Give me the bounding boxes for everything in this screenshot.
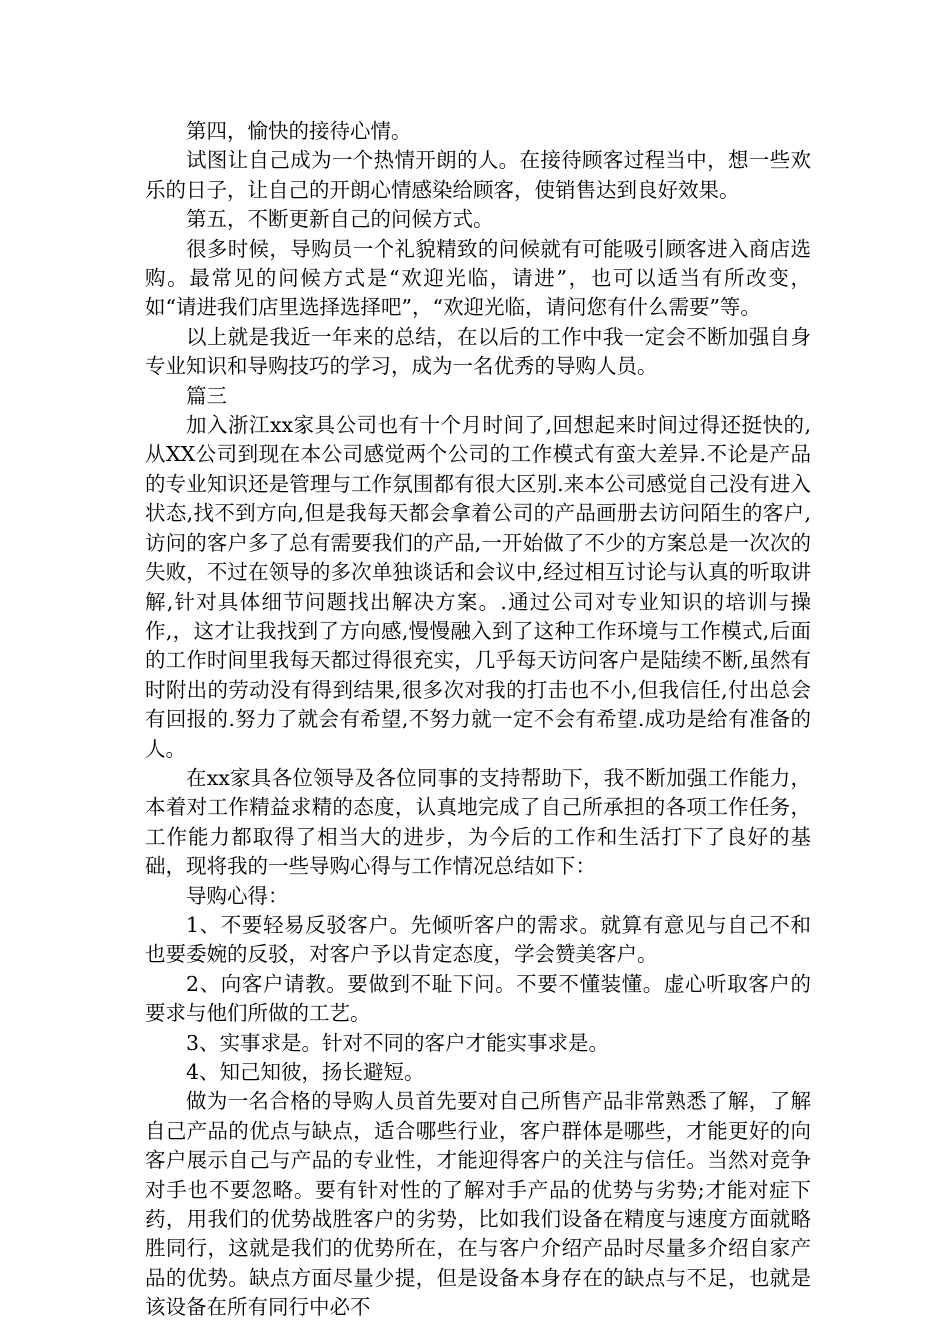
- subheading: 导购心得：: [186, 883, 289, 908]
- paragraph-heading-fifth: 第五，不断更新自己的问候方式。: [186, 207, 494, 232]
- paragraph: 在xx家具各位领导及各位同事的支持帮助下，我不断加强工作能力，本着对工作精益求精的态度，认真地完成了自己所承担的各项工作任务，工作能力都取得了相当大的进步，为今后的工作和生活打下了良好的基础，现将我的一些导购心得与工作情况总结如下：: [145, 765, 811, 879]
- list-item: 3、实事求是。针对不同的客户才能实事求是。: [186, 1030, 610, 1055]
- document-body: [145, 117, 811, 1323]
- paragraph: 很多时候，导购员一个礼貌精致的问候就有可能吸引顾客进入商店选购。最常见的问候方式是“欢迎光临，请进”，也可以适当有所改变，如“请进我们店里选择选择吧”，“欢迎光临，请问您有什么需要”等。: [145, 236, 811, 320]
- paragraph: 做为一名合格的导购人员首先要对自己所售产品非常熟悉了解，了解自己产品的优点与缺点，适合哪些行业，客户群体是哪些，才能更好的向客户展示自己与产品的专业性，才能迎得客户的关注与信任。当然对竞争对手也不要忽略。要有针对性的了解对手产品的优势与劣势;才能对症下药，用我们的优势战胜客户的劣势，比如我们设备在精度与速度方面就略胜同行，这就是我们的优势所在，在与客户介绍产品时尽量多介绍自家产品的优势。缺点方面尽量少提，但是设备本身存在的缺点与不足，也就是该设备在所有同行中必不: [145, 1089, 811, 1320]
- list-item: 4、知己知彼，扬长避短。: [186, 1060, 425, 1084]
- paragraph: 试图让自己成为一个热情开朗的人。在接待顾客过程当中，想一些欢乐的日子，让自己的开朗心情感染给顾客，使销售达到良好效果。: [145, 148, 811, 202]
- section-heading: 篇三: [186, 383, 227, 408]
- list-item: 1、不要轻易反驳客户。先倾听客户的需求。就算有意见与自己不和也要委婉的反驳，对客户予以肯定态度，学会赞美客户。: [145, 912, 811, 967]
- paragraph: 以上就是我近一年来的总结，在以后的工作中我一定会不断加强自身专业知识和导购技巧的学习，成为一名优秀的导购人员。: [145, 324, 811, 379]
- list-item: 2、向客户请教。要做到不耻下问。不要不懂装懂。虚心听取客户的要求与他们所做的工艺。: [145, 971, 811, 1026]
- paragraph: 加入浙江xx家具公司也有十个月时间了,回想起来时间过得还挺快的,从XX公司到现在本公司感觉两个公司的工作模式有蛮大差异.不论是产品的专业知识还是管理与工作氛围都有很大区别.来本公司感觉自己没有进入状态,找不到方向,但是我每天都会拿着公司的产品画册去访问陌生的客户,访问的客户多了总有需要我们的产品,一开始做了不少的方案总是一次次的失败，不过在领导的多次单独谈话和会议中,经过相互讨论与认真的听取讲解,针对具体细节问题找出解决方案。.通过公司对专业知识的培训与操作,，这才让我找到了方向感,慢慢融入到了这种工作环境与工作模式,后面的工作时间里我每天都过得很充实，几乎每天访问客户是陆续不断,虽然有时附出的劳动没有得到结果,很多次对我的打击也不小,但我信任,付出总会有回报的.努力了就会有希望,不努力就一定不会有希望.成功是给有准备的人。: [145, 413, 811, 761]
- paragraph-heading-fourth: 第四，愉快的接待心情。: [186, 119, 412, 143]
